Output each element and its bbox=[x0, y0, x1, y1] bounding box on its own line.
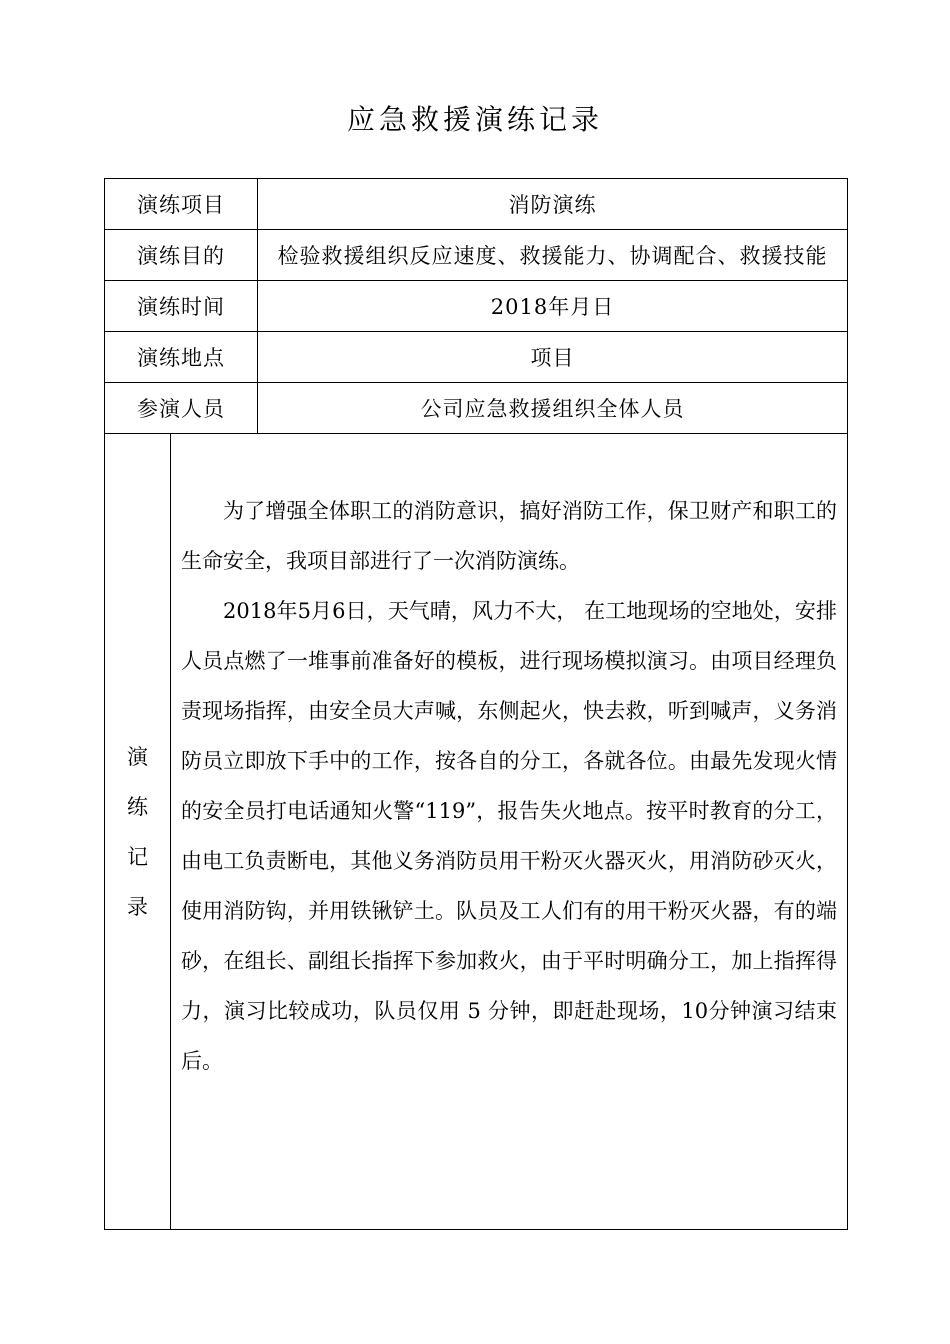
record-label-char: 记 bbox=[127, 844, 148, 869]
record-paragraph: 为了增强全体职工的消防意识，搞好消防工作，保卫财产和职工的生命安全，我项目部进行了一次消防演练。 bbox=[181, 499, 837, 573]
row-drill-time bbox=[105, 281, 848, 332]
value-drill-project: 消防演练 bbox=[258, 179, 848, 230]
value-drill-purpose: 检验救援组织反应速度、救援能力、协调配合、救援技能 bbox=[258, 230, 848, 281]
row-drill-purpose bbox=[105, 230, 848, 281]
value-drill-time: 2018年月日 bbox=[258, 281, 848, 332]
row-drill-project bbox=[105, 179, 848, 230]
drill-record-table bbox=[104, 178, 848, 1230]
record-body-cell bbox=[171, 434, 848, 1230]
label-participants: 参演人员 bbox=[105, 383, 258, 434]
record-paragraph: 2018年5月6日，天气晴，风力不大， 在工地现场的空地处，安排人员点燃了一堆事前准备好的模板，进行现场模拟演习。由项目经理负责现场指挥，由安全员大声喊，东侧起火，快去救，听到喊声，义务消防员立即放下手中的工作，按各自的分工，各就各位。由最先发现火情的安全员打电话通知火警“119”，报告失火地点。按平时教育的分工，由电工负责断电，其他义务消防员用干粉灭火器灭火，用消防砂灭火，使用消防钩，并用铁锹铲土。队员及工人们有的用干粉灭火器，有的端砂，在组长、副组长指挥下参加救火，由于平时明确分工，加上指挥得力，演习比较成功，队员仅用 5 分钟，即赶赴现场，10分钟演习结束后。 bbox=[181, 599, 837, 1073]
document-title: 应急救援演练记录 bbox=[346, 103, 603, 136]
label-drill-purpose: 演练目的 bbox=[105, 230, 258, 281]
record-text bbox=[171, 434, 847, 1086]
label-drill-time: 演练时间 bbox=[105, 281, 258, 332]
row-drill-record bbox=[105, 434, 848, 1230]
record-label-char: 录 bbox=[127, 894, 148, 919]
value-drill-location: 项目 bbox=[258, 332, 848, 383]
record-label-char: 演 bbox=[127, 744, 148, 769]
record-label-char: 练 bbox=[127, 794, 148, 819]
value-participants: 公司应急救援组织全体人员 bbox=[258, 383, 848, 434]
row-drill-location bbox=[105, 332, 848, 383]
label-drill-project: 演练项目 bbox=[105, 179, 258, 230]
label-drill-record bbox=[105, 434, 171, 1230]
row-participants bbox=[105, 383, 848, 434]
label-drill-location: 演练地点 bbox=[105, 332, 258, 383]
